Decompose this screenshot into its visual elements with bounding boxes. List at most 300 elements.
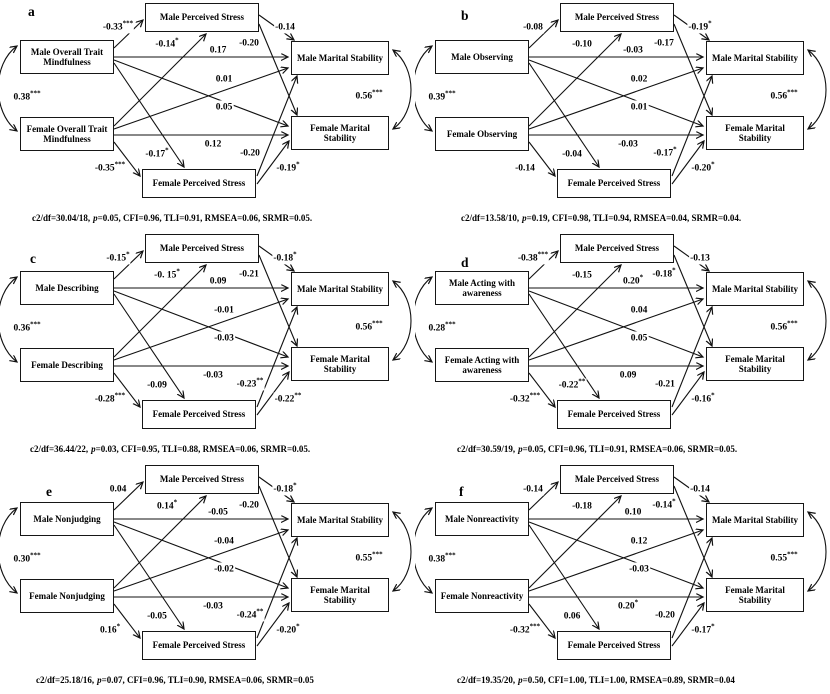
coef-significance-stars: * xyxy=(293,250,297,259)
arrow-pred-female-to-stab-male xyxy=(114,530,288,591)
coef-value: -0.21 xyxy=(239,269,259,280)
coef-pred-female-to-stress-male xyxy=(153,268,181,281)
coef-pred-female-to-stab-male xyxy=(630,534,649,547)
coef-value: -0.35 xyxy=(94,163,115,174)
coef-value: -0.01 xyxy=(214,305,234,316)
coef-significance-stars: *** xyxy=(30,551,41,560)
coef-corr-stab xyxy=(769,320,798,333)
coef-stress-female-to-stab-female xyxy=(275,161,300,174)
coef-significance-stars: * xyxy=(173,498,178,507)
coef-significance-stars: *** xyxy=(114,160,126,169)
arrow-corr-predictors xyxy=(0,46,17,131)
coef-significance-stars: *** xyxy=(372,550,383,559)
coef-pred-female-to-stab-female xyxy=(204,137,223,150)
panel-letter: a xyxy=(28,4,35,19)
coef-value: -0.05 xyxy=(208,507,228,518)
coef-corr-pred xyxy=(427,90,456,103)
coef-pred-male-to-stab-male xyxy=(624,505,643,518)
coef-value: 0.55 xyxy=(770,553,788,564)
coef-corr-stab xyxy=(354,320,383,333)
fit-statistics xyxy=(457,675,735,685)
panel-letter: f xyxy=(459,484,464,499)
coef-value: 0.12 xyxy=(204,139,222,150)
coef-value: 0.16 xyxy=(99,625,117,636)
coef-pred-female-to-stress-female xyxy=(99,623,121,636)
coef-pred-male-to-stress-male xyxy=(522,20,544,33)
coef-value: 0.56 xyxy=(770,91,788,102)
coef-significance-stars: * xyxy=(175,36,179,45)
coef-value: -0.04 xyxy=(562,149,582,160)
fit-indices: =0.05, CFI=0.96, TLI=0.91, RMSEA=0.06, SRMR=0.05. xyxy=(97,213,313,223)
coef-pred-female-to-stress-male xyxy=(571,268,593,281)
coef-stress-male-to-stab-male xyxy=(272,482,297,495)
coef-stress-male-to-stab-male xyxy=(272,251,297,264)
coef-pred-male-to-stress-female xyxy=(561,147,583,160)
box-male-predictor: Male Observing xyxy=(435,40,529,74)
coef-value: -0.32 xyxy=(509,625,530,636)
arrow-corr-stabilities xyxy=(393,512,411,591)
coef-value: -0.22 xyxy=(274,394,295,405)
panel-letter: e xyxy=(46,484,52,499)
coef-value: -0.20 xyxy=(239,500,259,511)
coef-value: -0.14 xyxy=(690,484,710,495)
coef-significance-stars: * xyxy=(296,622,300,631)
fit-chi-square: c2/df=30.59/19, xyxy=(457,444,516,454)
panel-letter: d xyxy=(461,255,469,270)
coef-value: 0.36 xyxy=(13,323,31,334)
box-male-predictor: Male Nonjudging xyxy=(20,502,114,536)
coef-pred-female-to-stab-female xyxy=(617,599,639,612)
coef-value: 0.38 xyxy=(428,554,446,565)
box-male-perceived-stress: Male Perceived Stress xyxy=(145,465,259,494)
coef-value: 0.17 xyxy=(209,45,227,56)
fit-statistics xyxy=(36,675,314,685)
coef-value: 0.01 xyxy=(630,102,648,113)
coef-pred-male-to-stress-female xyxy=(146,609,168,622)
coef-value: 0.05 xyxy=(630,333,648,344)
coef-stress-male-to-stab-female xyxy=(651,498,676,511)
coef-significance-stars: * xyxy=(711,160,715,169)
arrow-pred-male-to-stab-female xyxy=(529,522,703,588)
coef-value: -0.14 xyxy=(523,484,543,495)
fit-statistics xyxy=(32,213,312,223)
box-female-perceived-stress: Female Perceived Stress xyxy=(142,169,256,198)
coef-significance-stars: *** xyxy=(445,89,456,98)
coef-stress-female-to-stab-female xyxy=(690,161,715,174)
coef-stress-female-to-stab-male xyxy=(236,377,265,390)
fit-indices: =0.07, CFI=0.96, TLI=0.90, RMSEA=0.06, SRMR=0.05 xyxy=(101,675,314,685)
coef-significance-stars: *** xyxy=(787,88,798,97)
coef-significance-stars: * xyxy=(176,267,180,276)
coef-value: -0.19 xyxy=(688,22,709,33)
coef-pred-female-to-stab-female xyxy=(619,368,638,381)
coef-pred-female-to-stab-female xyxy=(617,137,639,150)
coef-pred-female-to-stab-female xyxy=(202,599,224,612)
coef-value: -0.32 xyxy=(509,394,530,405)
box-female-marital-stability: Female Marital Stability xyxy=(291,116,389,150)
box-female-marital-stability: Female Marital Stability xyxy=(706,578,804,612)
coef-stress-male-to-stab-female xyxy=(238,36,260,49)
coef-corr-pred xyxy=(427,552,456,565)
coef-stress-female-to-stab-male xyxy=(236,608,265,621)
coef-value: -0.15 xyxy=(572,270,592,281)
coef-significance-stars: * xyxy=(639,273,644,282)
coef-stress-male-to-stab-male xyxy=(689,251,711,264)
coef-significance-stars: *** xyxy=(372,88,383,97)
coef-value: 0.38 xyxy=(13,92,31,103)
coef-stress-female-to-stab-male xyxy=(654,608,676,621)
fit-p-label: p xyxy=(518,444,523,454)
fit-p-label: p xyxy=(518,675,523,685)
coef-pred-female-to-stab-male xyxy=(630,72,649,85)
box-female-perceived-stress: Female Perceived Stress xyxy=(142,400,256,429)
box-male-marital-stability: Male Marital Stability xyxy=(291,272,389,306)
arrow-pred-male-to-stab-female xyxy=(529,291,703,357)
arrow-pred-female-to-stab-male xyxy=(529,530,703,591)
box-female-predictor: Female Observing xyxy=(435,117,529,151)
coef-pred-female-to-stress-female xyxy=(94,161,126,174)
arrow-corr-stabilities xyxy=(393,281,411,360)
panel-c xyxy=(0,231,415,462)
coef-pred-male-to-stress-male xyxy=(517,251,549,264)
coef-value: -0.33 xyxy=(102,22,123,33)
coef-value: -0.23 xyxy=(236,379,257,390)
coef-value: -0.14 xyxy=(652,500,673,511)
coef-value: -0.18 xyxy=(273,484,294,495)
box-female-marital-stability: Female Marital Stability xyxy=(291,578,389,612)
coef-stress-male-to-stab-female xyxy=(651,267,676,280)
coef-significance-stars: *** xyxy=(30,89,41,98)
coef-pred-male-to-stress-female xyxy=(558,378,587,391)
coef-significance-stars: * xyxy=(708,19,712,28)
coef-pred-male-to-stress-male xyxy=(109,482,128,495)
coef-significance-stars: * xyxy=(711,622,715,631)
coef-value: -0.24 xyxy=(236,610,257,621)
coef-value: -0.18 xyxy=(572,501,592,512)
arrow-pred-male-to-stab-female xyxy=(114,60,288,126)
panel-b xyxy=(415,0,830,231)
coef-pred-male-to-stab-male xyxy=(622,274,644,287)
fit-p-label: p xyxy=(91,444,96,454)
coef-corr-pred xyxy=(427,321,456,334)
box-male-marital-stability: Male Marital Stability xyxy=(706,41,804,75)
coef-value: -0.17 xyxy=(653,148,674,159)
box-female-perceived-stress: Female Perceived Stress xyxy=(557,631,671,660)
coef-corr-stab xyxy=(769,551,798,564)
coef-significance-stars: *** xyxy=(30,320,41,329)
coef-value: -0.03 xyxy=(203,370,223,381)
coef-stress-male-to-stab-female xyxy=(238,267,260,280)
coef-pred-female-to-stress-female xyxy=(514,161,536,174)
coef-value: 0.56 xyxy=(770,322,788,333)
fit-p-label: p xyxy=(522,213,527,223)
coef-pred-female-to-stab-male xyxy=(630,303,649,316)
coef-significance-stars: *** xyxy=(372,319,383,328)
coef-value: -0.22 xyxy=(558,380,579,391)
coef-value: -0.28 xyxy=(94,394,115,405)
coef-value: -0.15 xyxy=(106,253,127,264)
panel-d xyxy=(415,231,830,462)
coef-value: -0.03 xyxy=(203,601,223,612)
coef-significance-stars: *** xyxy=(114,391,126,400)
coef-pred-female-to-stab-male xyxy=(213,303,235,316)
coef-pred-female-to-stress-male xyxy=(571,37,593,50)
fit-chi-square: c2/df=19.35/20, xyxy=(457,675,516,685)
box-female-predictor: Female Overall Trait Mindfulness xyxy=(20,117,114,151)
coef-stress-male-to-stab-male xyxy=(689,482,711,495)
coef-stress-male-to-stab-female xyxy=(653,36,675,49)
coef-corr-pred xyxy=(12,90,41,103)
coef-pred-female-to-stress-male xyxy=(571,499,593,512)
panel-a xyxy=(0,0,415,231)
coef-pred-male-to-stress-female xyxy=(146,378,168,391)
coef-significance-stars: ** xyxy=(294,391,302,400)
box-male-marital-stability: Male Marital Stability xyxy=(291,41,389,75)
coef-stress-female-to-stab-male xyxy=(652,146,677,159)
box-female-marital-stability: Female Marital Stability xyxy=(291,347,389,381)
coef-value: 0.10 xyxy=(624,507,642,518)
fit-indices: =0.50, CFI=1.00, TLI=1.00, RMSEA=0.89, SRMR=0.04 xyxy=(522,675,735,685)
box-male-predictor: Male Nonreactivity xyxy=(435,502,529,536)
coef-value: -0. 15 xyxy=(154,270,177,281)
box-male-predictor: Male Describing xyxy=(20,271,114,305)
coef-pred-male-to-stress-male xyxy=(102,20,134,33)
arrow-corr-predictors xyxy=(415,508,432,593)
arrow-pred-female-to-stab-male xyxy=(529,68,703,129)
coef-value: 0.20 xyxy=(622,276,640,287)
coef-significance-stars: *** xyxy=(787,550,798,559)
fit-chi-square: c2/df=30.04/18, xyxy=(32,213,91,223)
coef-value: -0.38 xyxy=(517,253,538,264)
coef-significance-stars: * xyxy=(296,160,300,169)
coef-value: -0.08 xyxy=(523,22,543,33)
coef-pred-male-to-stress-female xyxy=(144,147,169,160)
fit-indices: =0.03, CFI=0.95, TLI=0.88, RMSEA=0.06, SRMR=0.05. xyxy=(95,444,311,454)
coef-pred-male-to-stress-male xyxy=(522,482,544,495)
fit-indices: =0.05, CFI=0.96, TLI=0.91, RMSEA=0.06, SRMR=0.05. xyxy=(522,444,738,454)
coef-pred-male-to-stab-male xyxy=(209,43,228,56)
coef-stress-male-to-stab-male xyxy=(687,20,712,33)
coef-value: -0.02 xyxy=(214,564,234,575)
box-female-perceived-stress: Female Perceived Stress xyxy=(557,400,671,429)
coef-pred-male-to-stab-female xyxy=(630,331,649,344)
coef-stress-female-to-stab-female xyxy=(275,623,300,636)
fit-chi-square: c2/df=25.18/16, xyxy=(36,675,95,685)
coef-value: -0.17 xyxy=(691,625,712,636)
coef-value: 0.04 xyxy=(109,484,127,495)
fit-statistics xyxy=(461,213,741,223)
coef-value: -0.17 xyxy=(145,149,166,160)
box-male-predictor: Male Acting with awareness xyxy=(435,271,529,305)
coef-value: -0.21 xyxy=(655,379,675,390)
arrow-corr-stabilities xyxy=(808,50,826,129)
box-male-perceived-stress: Male Perceived Stress xyxy=(560,465,674,494)
coef-value: -0.14 xyxy=(275,22,295,33)
coef-significance-stars: * xyxy=(116,622,121,631)
coef-value: -0.03 xyxy=(629,564,649,575)
coef-significance-stars: ** xyxy=(578,377,586,386)
fit-statistics xyxy=(30,444,310,454)
coef-pred-female-to-stab-male xyxy=(215,72,234,85)
coef-value: 0.09 xyxy=(209,276,227,287)
coef-corr-stab xyxy=(354,551,383,564)
coef-pred-male-to-stab-female xyxy=(628,562,650,575)
coef-corr-stab xyxy=(769,89,798,102)
coef-stress-male-to-stab-female xyxy=(238,498,260,511)
coef-pred-female-to-stress-female xyxy=(509,623,541,636)
fit-chi-square: c2/df=36.44/22, xyxy=(30,444,89,454)
coef-value: 0.39 xyxy=(428,92,446,103)
coef-pred-female-to-stab-female xyxy=(202,368,224,381)
coef-value: -0.14 xyxy=(515,163,535,174)
coef-stress-female-to-stab-male xyxy=(654,377,676,390)
coef-value: 0.06 xyxy=(563,611,581,622)
coef-corr-stab xyxy=(354,89,383,102)
panel-letter: b xyxy=(461,8,469,23)
coef-pred-male-to-stab-female xyxy=(630,100,649,113)
coef-significance-stars: * xyxy=(165,146,169,155)
coef-significance-stars: * xyxy=(673,145,677,154)
box-female-predictor: Female Acting with awareness xyxy=(435,348,529,382)
coef-value: -0.20 xyxy=(239,38,259,49)
coef-significance-stars: * xyxy=(672,266,676,275)
coef-value: -0.10 xyxy=(572,39,592,50)
box-female-perceived-stress: Female Perceived Stress xyxy=(142,631,256,660)
coef-pred-male-to-stab-female xyxy=(213,562,235,575)
coef-value: -0.13 xyxy=(690,253,710,264)
coef-value: -0.20 xyxy=(691,163,712,174)
coef-significance-stars: *** xyxy=(445,551,456,560)
coef-pred-female-to-stab-male xyxy=(213,534,235,547)
coef-value: -0.03 xyxy=(618,139,638,150)
coef-pred-female-to-stress-female xyxy=(509,392,541,405)
box-male-perceived-stress: Male Perceived Stress xyxy=(145,234,259,263)
box-male-predictor: Male Overall Trait Mindfulness xyxy=(20,40,114,74)
coef-value: -0.20 xyxy=(655,610,675,621)
coef-corr-pred xyxy=(12,552,41,565)
coef-pred-female-to-stress-male xyxy=(156,499,178,512)
panel-letter: c xyxy=(30,251,36,266)
coef-value: -0.16 xyxy=(691,394,712,405)
coef-value: 0.01 xyxy=(215,74,233,85)
box-male-marital-stability: Male Marital Stability xyxy=(706,503,804,537)
coef-value: -0.03 xyxy=(623,45,643,56)
coef-value: 0.12 xyxy=(630,536,648,547)
coef-stress-male-to-stab-male xyxy=(274,20,296,33)
box-male-perceived-stress: Male Perceived Stress xyxy=(145,3,259,32)
coef-pred-male-to-stab-male xyxy=(207,505,229,518)
arrow-pred-female-to-stab-male xyxy=(114,299,288,360)
box-male-perceived-stress: Male Perceived Stress xyxy=(560,234,674,263)
coef-significance-stars: *** xyxy=(445,320,456,329)
coef-stress-female-to-stab-female xyxy=(690,392,715,405)
arrow-corr-predictors xyxy=(0,277,17,362)
arrow-pred-female-to-stab-male xyxy=(529,299,703,360)
box-female-perceived-stress: Female Perceived Stress xyxy=(557,169,671,198)
coef-value: 0.05 xyxy=(215,102,233,113)
box-male-perceived-stress: Male Perceived Stress xyxy=(560,3,674,32)
fit-p-label: p xyxy=(97,675,102,685)
arrow-corr-predictors xyxy=(0,508,17,593)
arrow-corr-predictors xyxy=(415,46,432,131)
coef-value: -0.03 xyxy=(214,333,234,344)
coef-pred-male-to-stab-male xyxy=(209,274,228,287)
coef-value: -0.20 xyxy=(276,625,297,636)
box-male-marital-stability: Male Marital Stability xyxy=(291,503,389,537)
coef-value: 0.56 xyxy=(355,322,373,333)
arrow-pred-male-to-stab-female xyxy=(114,522,288,588)
fit-p-label: p xyxy=(93,213,98,223)
arrow-corr-stabilities xyxy=(808,512,826,591)
coef-pred-male-to-stress-female xyxy=(563,609,582,622)
coef-value: -0.20 xyxy=(240,148,260,159)
coef-pred-female-to-stress-male xyxy=(154,37,179,50)
coef-pred-female-to-stress-female xyxy=(94,392,126,405)
coef-stress-female-to-stab-female xyxy=(690,623,715,636)
arrow-corr-stabilities xyxy=(808,281,826,360)
arrow-pred-female-to-stab-male xyxy=(114,68,288,129)
coef-value: 0.30 xyxy=(13,554,31,565)
coef-value: -0.18 xyxy=(273,253,294,264)
coef-significance-stars: ** xyxy=(256,376,264,385)
box-female-marital-stability: Female Marital Stability xyxy=(706,116,804,150)
coef-significance-stars: * xyxy=(634,598,639,607)
coef-significance-stars: * xyxy=(126,250,130,259)
coef-value: 0.55 xyxy=(355,553,373,564)
arrow-corr-predictors xyxy=(415,277,432,362)
coef-pred-male-to-stab-female xyxy=(213,331,235,344)
coef-value: 0.02 xyxy=(630,74,648,85)
arrow-corr-stabilities xyxy=(393,50,411,129)
coef-stress-female-to-stab-male xyxy=(239,146,261,159)
coef-value: 0.14 xyxy=(156,501,174,512)
coef-value: -0.19 xyxy=(276,163,297,174)
coef-significance-stars: * xyxy=(711,391,715,400)
coef-stress-female-to-stab-female xyxy=(274,392,303,405)
coef-significance-stars: *** xyxy=(537,250,549,259)
coef-value: -0.17 xyxy=(654,38,674,49)
coef-value: -0.04 xyxy=(214,536,234,547)
coef-value: -0.18 xyxy=(652,269,673,280)
coef-value: 0.09 xyxy=(619,370,637,381)
fit-indices: =0.19, CFI=0.98, TLI=0.94, RMSEA=0.04, SRMR=0.04. xyxy=(526,213,742,223)
coef-value: -0.05 xyxy=(147,611,167,622)
coef-significance-stars: *** xyxy=(529,391,541,400)
panel-f xyxy=(415,462,830,693)
coef-value: -0.09 xyxy=(147,380,167,391)
coef-pred-male-to-stab-female xyxy=(215,100,234,113)
box-female-marital-stability: Female Marital Stability xyxy=(706,347,804,381)
box-female-predictor: Female Nonreactivity xyxy=(435,579,529,613)
coef-pred-male-to-stress-male xyxy=(105,251,130,264)
arrow-pred-male-to-stab-female xyxy=(114,291,288,357)
coef-value: 0.20 xyxy=(617,601,635,612)
coef-value: 0.56 xyxy=(355,91,373,102)
coef-value: -0.14 xyxy=(155,39,176,50)
coef-significance-stars: ** xyxy=(256,607,264,616)
fit-statistics xyxy=(457,444,737,454)
panel-e xyxy=(0,462,415,693)
coef-significance-stars: *** xyxy=(787,319,798,328)
coef-significance-stars: *** xyxy=(529,622,541,631)
coef-value: 0.04 xyxy=(630,305,648,316)
coef-value: 0.28 xyxy=(428,323,446,334)
coef-corr-pred xyxy=(12,321,41,334)
coef-pred-male-to-stab-male xyxy=(622,43,644,56)
coef-significance-stars: *** xyxy=(122,19,134,28)
box-female-predictor: Female Nonjudging xyxy=(20,579,114,613)
box-female-predictor: Female Describing xyxy=(20,348,114,382)
